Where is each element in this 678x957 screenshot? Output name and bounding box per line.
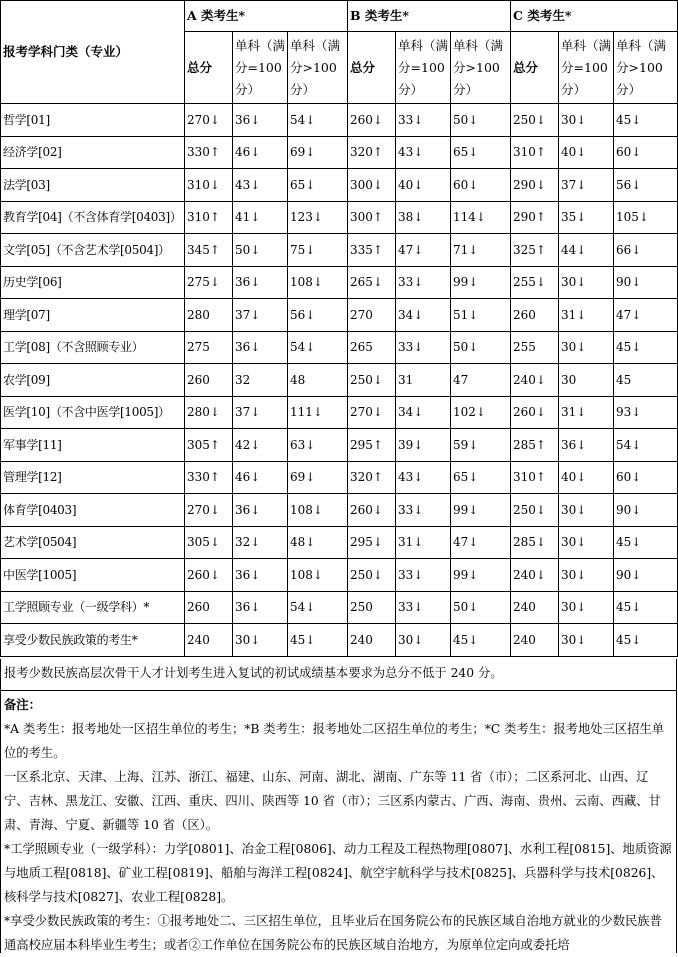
score-cell: 255↓ bbox=[511, 266, 559, 299]
score-cell: 48 bbox=[288, 364, 348, 397]
score-cell: 60↓ bbox=[451, 169, 511, 202]
score-cell: 30↓ bbox=[559, 104, 614, 137]
total-score-header: 总分 bbox=[511, 32, 559, 104]
major-name-cell: 农学[09] bbox=[1, 364, 185, 397]
score-cell: 43↓ bbox=[396, 136, 451, 169]
score-cell: 295↓ bbox=[348, 526, 396, 559]
score-cell: 90↓ bbox=[614, 559, 678, 592]
score-cell: 36↓ bbox=[233, 266, 288, 299]
score-cell: 35↓ bbox=[559, 201, 614, 234]
score-cell: 325↑ bbox=[511, 234, 559, 267]
score-cell: 330↑ bbox=[185, 461, 233, 494]
score-cell: 59↓ bbox=[451, 429, 511, 462]
score-cell: 305↓ bbox=[185, 526, 233, 559]
score-cell: 114↓ bbox=[451, 201, 511, 234]
single-100-header: 单科（满分=100分） bbox=[233, 32, 288, 104]
score-cell: 40↓ bbox=[559, 136, 614, 169]
score-cell: 30↓ bbox=[396, 624, 451, 657]
major-name-cell: 管理学[12] bbox=[1, 461, 185, 494]
table-row bbox=[1, 494, 678, 527]
score-cell: 51↓ bbox=[451, 299, 511, 332]
score-cell: 270↓ bbox=[185, 104, 233, 137]
score-cell: 102↓ bbox=[451, 396, 511, 429]
score-cell: 33↓ bbox=[396, 494, 451, 527]
score-cell: 66↓ bbox=[614, 234, 678, 267]
score-cell: 48↓ bbox=[288, 526, 348, 559]
score-cell: 99↓ bbox=[451, 494, 511, 527]
score-cell: 65↓ bbox=[288, 169, 348, 202]
score-cell: 30↓ bbox=[559, 559, 614, 592]
score-cell: 33↓ bbox=[396, 331, 451, 364]
major-name-cell: 军事学[11] bbox=[1, 429, 185, 462]
score-cell: 30↓ bbox=[559, 526, 614, 559]
score-cell: 47↓ bbox=[614, 299, 678, 332]
score-cell: 240 bbox=[348, 624, 396, 657]
score-cell: 39↓ bbox=[396, 429, 451, 462]
major-name-cell: 工学照顾专业（一级学科）* bbox=[1, 591, 185, 624]
minority-program-note: 报考少数民族高层次骨干人才计划考生进入复试的初试成绩基本要求为总分不低于 240 分。 bbox=[1, 659, 676, 691]
score-cell: 34↓ bbox=[396, 396, 451, 429]
score-cell: 275↓ bbox=[185, 266, 233, 299]
score-cell: 310↑ bbox=[511, 461, 559, 494]
major-name-cell: 法学[03] bbox=[1, 169, 185, 202]
major-name-cell: 历史学[06] bbox=[1, 266, 185, 299]
score-cell: 37↓ bbox=[233, 396, 288, 429]
score-cell: 30↓ bbox=[559, 266, 614, 299]
table-row bbox=[1, 591, 678, 624]
score-cell: 90↓ bbox=[614, 266, 678, 299]
score-cell: 30↓ bbox=[559, 494, 614, 527]
major-name-cell: 工学[08]（不含照顾专业） bbox=[1, 331, 185, 364]
score-cell: 45↓ bbox=[614, 104, 678, 137]
score-cell: 123↓ bbox=[288, 201, 348, 234]
score-cell: 43↓ bbox=[396, 461, 451, 494]
score-cell: 310↑ bbox=[511, 136, 559, 169]
score-cell: 54↓ bbox=[288, 104, 348, 137]
score-cell: 36↓ bbox=[233, 591, 288, 624]
score-cell: 250↓ bbox=[511, 104, 559, 137]
score-cell: 330↑ bbox=[185, 136, 233, 169]
score-cell: 65↓ bbox=[451, 136, 511, 169]
major-name-cell: 理学[07] bbox=[1, 299, 185, 332]
score-cell: 41↓ bbox=[233, 201, 288, 234]
score-cell: 33↓ bbox=[396, 591, 451, 624]
score-cell: 56↓ bbox=[288, 299, 348, 332]
score-cell: 46↓ bbox=[233, 461, 288, 494]
score-cell: 30↓ bbox=[559, 591, 614, 624]
score-cell: 60↓ bbox=[614, 461, 678, 494]
total-score-header: 总分 bbox=[348, 32, 396, 104]
score-cell: 265 bbox=[348, 331, 396, 364]
score-cell: 31↓ bbox=[396, 526, 451, 559]
remark-engineering-special: *工学照顾专业（一级学科）：力学[0801]、冶金工程[0806]、动力工程及工程热物理[0807]、水利工程[0815]、地质资源与地质工程[0818]、矿业工程[0819]、船舶与海洋工程[0824]、航空宇航科学与技术[0825]、兵器科学与技术[0826]、核科学与技术[0827]、农业工程[0828]。 bbox=[4, 842, 672, 904]
score-cell: 250 bbox=[348, 591, 396, 624]
score-cell: 47↓ bbox=[451, 526, 511, 559]
score-cell: 335↑ bbox=[348, 234, 396, 267]
score-cell: 33↓ bbox=[396, 104, 451, 137]
score-cell: 305↑ bbox=[185, 429, 233, 462]
score-cell: 300↓ bbox=[348, 169, 396, 202]
score-cell: 60↓ bbox=[614, 136, 678, 169]
score-cell: 108↓ bbox=[288, 494, 348, 527]
score-cell: 99↓ bbox=[451, 559, 511, 592]
score-cell: 93↓ bbox=[614, 396, 678, 429]
score-cell: 47↓ bbox=[396, 234, 451, 267]
score-cell: 250↓ bbox=[348, 559, 396, 592]
score-cell: 30↓ bbox=[559, 624, 614, 657]
single-gt100-header: 单科（满分>100分） bbox=[614, 32, 678, 104]
table-row bbox=[1, 234, 678, 267]
score-cell: 45↓ bbox=[451, 624, 511, 657]
score-cell: 71↓ bbox=[451, 234, 511, 267]
score-cell: 36↓ bbox=[559, 429, 614, 462]
score-cell: 65↓ bbox=[451, 461, 511, 494]
remark-category-definition: *A 类考生：报考地处一区招生单位的考生；*B 类考生：报考地处二区招生单位的考生；*C 类考生：报考地处三区招生单位的考生。 bbox=[4, 722, 665, 760]
score-cell: 54↓ bbox=[288, 331, 348, 364]
score-cell: 40↓ bbox=[396, 169, 451, 202]
major-column-header: 报考学科门类（专业） bbox=[1, 1, 185, 104]
score-cell: 56↓ bbox=[614, 169, 678, 202]
score-cell: 320↑ bbox=[348, 461, 396, 494]
total-score-header: 总分 bbox=[185, 32, 233, 104]
score-cell: 270↓ bbox=[185, 494, 233, 527]
score-cell: 50↓ bbox=[451, 591, 511, 624]
remarks bbox=[1, 691, 676, 957]
score-cell: 30↓ bbox=[559, 331, 614, 364]
score-cell: 111↓ bbox=[288, 396, 348, 429]
notes-section bbox=[0, 659, 677, 953]
score-cell: 240 bbox=[185, 624, 233, 657]
score-cell: 250↓ bbox=[511, 494, 559, 527]
score-cell: 290↓ bbox=[511, 169, 559, 202]
score-cell: 34↓ bbox=[396, 299, 451, 332]
score-cell: 45↓ bbox=[614, 331, 678, 364]
major-name-cell: 艺术学[0504] bbox=[1, 526, 185, 559]
score-cell: 260 bbox=[185, 364, 233, 397]
score-cell: 240↓ bbox=[511, 364, 559, 397]
score-cell: 31 bbox=[396, 364, 451, 397]
score-cell: 320↑ bbox=[348, 136, 396, 169]
score-cell: 31↓ bbox=[559, 396, 614, 429]
remark-region-definition: 一区系北京、天津、上海、江苏、浙江、福建、山东、河南、湖北、湖南、广东等 11 省（市）；二区系河北、山西、辽宁、吉林、黑龙江、安徽、江西、重庆、四川、陕西等 10 省（市）；三区系内蒙古、广西、海南、贵州、云南、西藏、甘肃、青海、宁夏、新疆等 10 省（区）。 bbox=[4, 770, 661, 832]
score-cell: 240↓ bbox=[511, 559, 559, 592]
score-cell: 90↓ bbox=[614, 494, 678, 527]
score-cell: 36↓ bbox=[233, 104, 288, 137]
major-name-cell: 体育学[0403] bbox=[1, 494, 185, 527]
score-cell: 75↓ bbox=[288, 234, 348, 267]
score-cell: 40↓ bbox=[559, 461, 614, 494]
table-row bbox=[1, 201, 678, 234]
remark-minority-policy: *享受少数民族政策的考生：①报考地处二、三区招生单位，且毕业后在国务院公布的民族区域自治地方就业的少数民族普通高校应届本科毕业生考生；或者②工作单位在国务院公布的民族区域自治地方，为原单位定向或委托培 bbox=[4, 914, 662, 952]
category-a-header: A 类考生* bbox=[185, 1, 348, 32]
score-cell: 38↓ bbox=[396, 201, 451, 234]
table-row bbox=[1, 429, 678, 462]
score-cell: 31↓ bbox=[559, 299, 614, 332]
score-cell: 99↓ bbox=[451, 266, 511, 299]
score-cell: 32 bbox=[233, 364, 288, 397]
score-cell: 265↓ bbox=[348, 266, 396, 299]
table-row bbox=[1, 396, 678, 429]
score-cell: 240 bbox=[511, 624, 559, 657]
category-b-header: B 类考生* bbox=[348, 1, 511, 32]
score-cell: 44↓ bbox=[559, 234, 614, 267]
score-cell: 30 bbox=[559, 364, 614, 397]
score-cell: 105↓ bbox=[614, 201, 678, 234]
score-cell: 280↓ bbox=[185, 396, 233, 429]
score-cell: 260↓ bbox=[348, 104, 396, 137]
table-row bbox=[1, 169, 678, 202]
score-cell: 300↑ bbox=[348, 201, 396, 234]
score-cell: 50↓ bbox=[451, 104, 511, 137]
score-cell: 270 bbox=[348, 299, 396, 332]
score-cell: 270↓ bbox=[348, 396, 396, 429]
score-cell: 30↓ bbox=[233, 624, 288, 657]
score-cell: 36↓ bbox=[233, 331, 288, 364]
score-cell: 310↓ bbox=[185, 169, 233, 202]
score-cell: 310↑ bbox=[185, 201, 233, 234]
table-row bbox=[1, 299, 678, 332]
score-cell: 37↓ bbox=[233, 299, 288, 332]
major-name-cell: 哲学[01] bbox=[1, 104, 185, 137]
score-cell: 69↓ bbox=[288, 461, 348, 494]
major-name-cell: 中医学[1005] bbox=[1, 559, 185, 592]
score-cell: 46↓ bbox=[233, 136, 288, 169]
major-name-cell: 医学[10]（不含中医学[1005]） bbox=[1, 396, 185, 429]
major-name-cell: 享受少数民族政策的考生* bbox=[1, 624, 185, 657]
score-cell: 260 bbox=[511, 299, 559, 332]
major-name-cell: 文学[05]（不含艺术学[0504]） bbox=[1, 234, 185, 267]
score-cell: 260↓ bbox=[348, 494, 396, 527]
major-name-cell: 教育学[04]（不含体育学[0403]） bbox=[1, 201, 185, 234]
score-cell: 240 bbox=[511, 591, 559, 624]
score-cell: 108↓ bbox=[288, 266, 348, 299]
single-gt100-header: 单科（满分>100分） bbox=[288, 32, 348, 104]
table-row bbox=[1, 364, 678, 397]
score-cell: 50↓ bbox=[451, 331, 511, 364]
score-cell: 260↓ bbox=[185, 559, 233, 592]
table-row bbox=[1, 559, 678, 592]
score-cell: 285↑ bbox=[511, 429, 559, 462]
score-cell: 290↑ bbox=[511, 201, 559, 234]
score-cell: 33↓ bbox=[396, 559, 451, 592]
score-cell: 50↓ bbox=[233, 234, 288, 267]
score-cell: 295↑ bbox=[348, 429, 396, 462]
score-cell: 45↓ bbox=[614, 526, 678, 559]
table-row bbox=[1, 331, 678, 364]
score-cell: 33↓ bbox=[396, 266, 451, 299]
single-100-header: 单科（满分=100分） bbox=[559, 32, 614, 104]
table-row bbox=[1, 461, 678, 494]
table-row bbox=[1, 104, 678, 137]
score-cell: 43↓ bbox=[233, 169, 288, 202]
table-row bbox=[1, 136, 678, 169]
score-cell: 45 bbox=[614, 364, 678, 397]
table-row bbox=[1, 624, 678, 657]
single-gt100-header: 单科（满分>100分） bbox=[451, 32, 511, 104]
table-row bbox=[1, 266, 678, 299]
score-cell: 36↓ bbox=[233, 494, 288, 527]
score-cell: 260 bbox=[185, 591, 233, 624]
score-cell: 280 bbox=[185, 299, 233, 332]
score-cell: 45↓ bbox=[614, 624, 678, 657]
remarks-title: 备注： bbox=[4, 697, 41, 712]
score-cell: 45↓ bbox=[288, 624, 348, 657]
score-cell: 54↓ bbox=[614, 429, 678, 462]
score-cell: 275 bbox=[185, 331, 233, 364]
score-cell: 32↓ bbox=[233, 526, 288, 559]
table-row bbox=[1, 526, 678, 559]
score-cell: 285↓ bbox=[511, 526, 559, 559]
score-cell: 69↓ bbox=[288, 136, 348, 169]
major-name-cell: 经济学[02] bbox=[1, 136, 185, 169]
score-cell: 108↓ bbox=[288, 559, 348, 592]
score-cell: 45↓ bbox=[614, 591, 678, 624]
single-100-header: 单科（满分=100分） bbox=[396, 32, 451, 104]
score-cell: 36↓ bbox=[233, 559, 288, 592]
score-cell: 255 bbox=[511, 331, 559, 364]
category-c-header: C 类考生* bbox=[511, 1, 678, 32]
score-cell: 63↓ bbox=[288, 429, 348, 462]
score-cell: 47 bbox=[451, 364, 511, 397]
score-cell: 42↓ bbox=[233, 429, 288, 462]
score-cell: 345↑ bbox=[185, 234, 233, 267]
score-cell: 250↓ bbox=[348, 364, 396, 397]
score-cell: 54↓ bbox=[288, 591, 348, 624]
score-cell: 37↓ bbox=[559, 169, 614, 202]
score-cell: 260↓ bbox=[511, 396, 559, 429]
